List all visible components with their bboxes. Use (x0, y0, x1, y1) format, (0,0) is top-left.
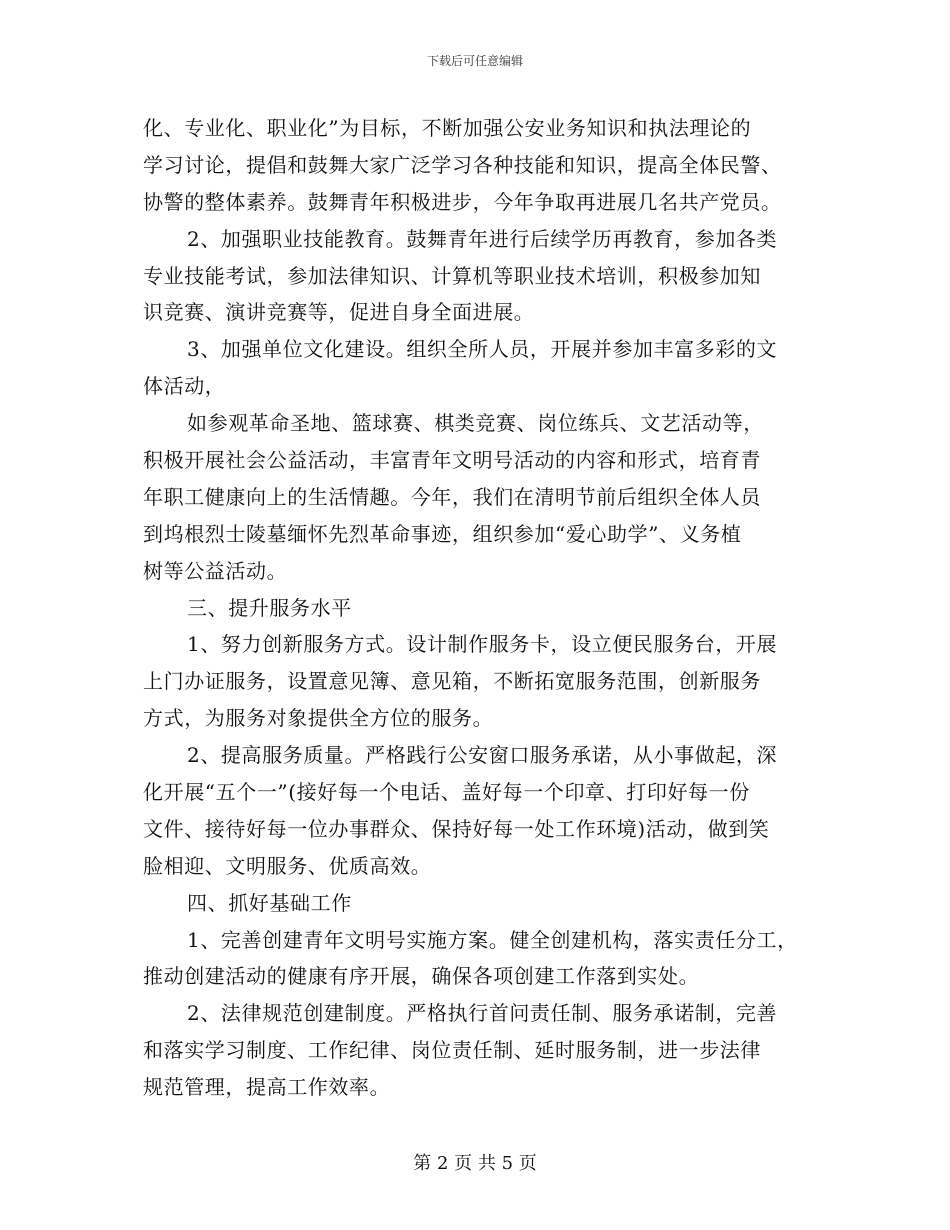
text-line: 树等公益活动。 (143, 558, 288, 583)
text-line: 和落实学习制度、工作纪律、岗位责任制、延时服务制，进一步法律 (143, 1038, 761, 1063)
text-line: 到坞根烈士陵墓缅怀先烈革命事迹，组织参加“爱心助学”、义务植 (143, 521, 742, 546)
text-line: 学习讨论，提倡和鼓舞大家广泛学习各种技能和知识，提高全体民警、 (143, 152, 782, 177)
text-line: 积极开展社会公益活动，丰富青年文明号活动的内容和形式，培育青 (143, 448, 761, 473)
text-line: 1、完善创建青年文明号实施方案。健全创建机构，落实责任分工， (187, 927, 798, 952)
text-line: 体活动， (143, 374, 226, 399)
page-number: 第 2 页 共 5 页 (413, 1153, 537, 1174)
section-heading: 四、抓好基础工作 (187, 890, 352, 915)
text-line: 上门办证服务，设置意见簿、意见箱，不断拓宽服务范围，创新服务 (143, 669, 761, 694)
document-body (143, 110, 823, 1106)
section-heading: 三、提升服务水平 (187, 595, 352, 620)
text-line: 识竞赛、演讲竞赛等，促进自身全面进展。 (143, 300, 535, 325)
text-line: 方式，为服务对象提供全方位的服务。 (143, 706, 494, 731)
text-line: 2、提高服务质量。严格践行公安窗口服务承诺，从小事做起，深 (187, 743, 778, 768)
text-line: 脸相迎、文明服务、优质高效。 (143, 853, 432, 878)
page-header-note: 下载后可任意编辑 (426, 54, 523, 68)
text-line: 2、法律规范创建制度。严格执行首问责任制、服务承诺制，完善 (187, 1001, 778, 1026)
text-line: 文件、接待好每一位办事群众、保持好每一处工作环境)活动，做到笑 (143, 816, 770, 841)
text-line: 年职工健康向上的生活情趣。今年，我们在清明节前后组织全体人员 (143, 484, 761, 509)
text-line: 3、加强单位文化建设。组织全所人员，开展并参加丰富多彩的文 (187, 337, 778, 362)
text-line: 如参观革命圣地、篮球赛、棋类竞赛、岗位练兵、文艺活动等， (187, 411, 764, 436)
text-line: 化、专业化、职业化”为目标，不断加强公安业务知识和执法理论的 (143, 116, 752, 140)
text-line: 化开展“五个一”(接好每一个电话、盖好每一个印章、打印好每一份 (143, 780, 750, 805)
text-line: 1、努力创新服务方式。设计制作服务卡，设立便民服务台，开展 (187, 632, 778, 657)
text-line: 专业技能考试，参加法律知识、计算机等职业技术培训，积极参加知 (143, 263, 761, 288)
text-line: 规范管理，提高工作效率。 (143, 1075, 391, 1100)
text-line: 协警的整体素养。鼓舞青年积极进步，今年争取再进展几名共产党员。 (143, 189, 782, 214)
text-line: 2、加强职业技能教育。鼓舞青年进行后续学历再教育，参加各类 (187, 226, 778, 251)
text-line: 推动创建活动的健康有序开展，确保各项创建工作落到实处。 (143, 964, 700, 989)
